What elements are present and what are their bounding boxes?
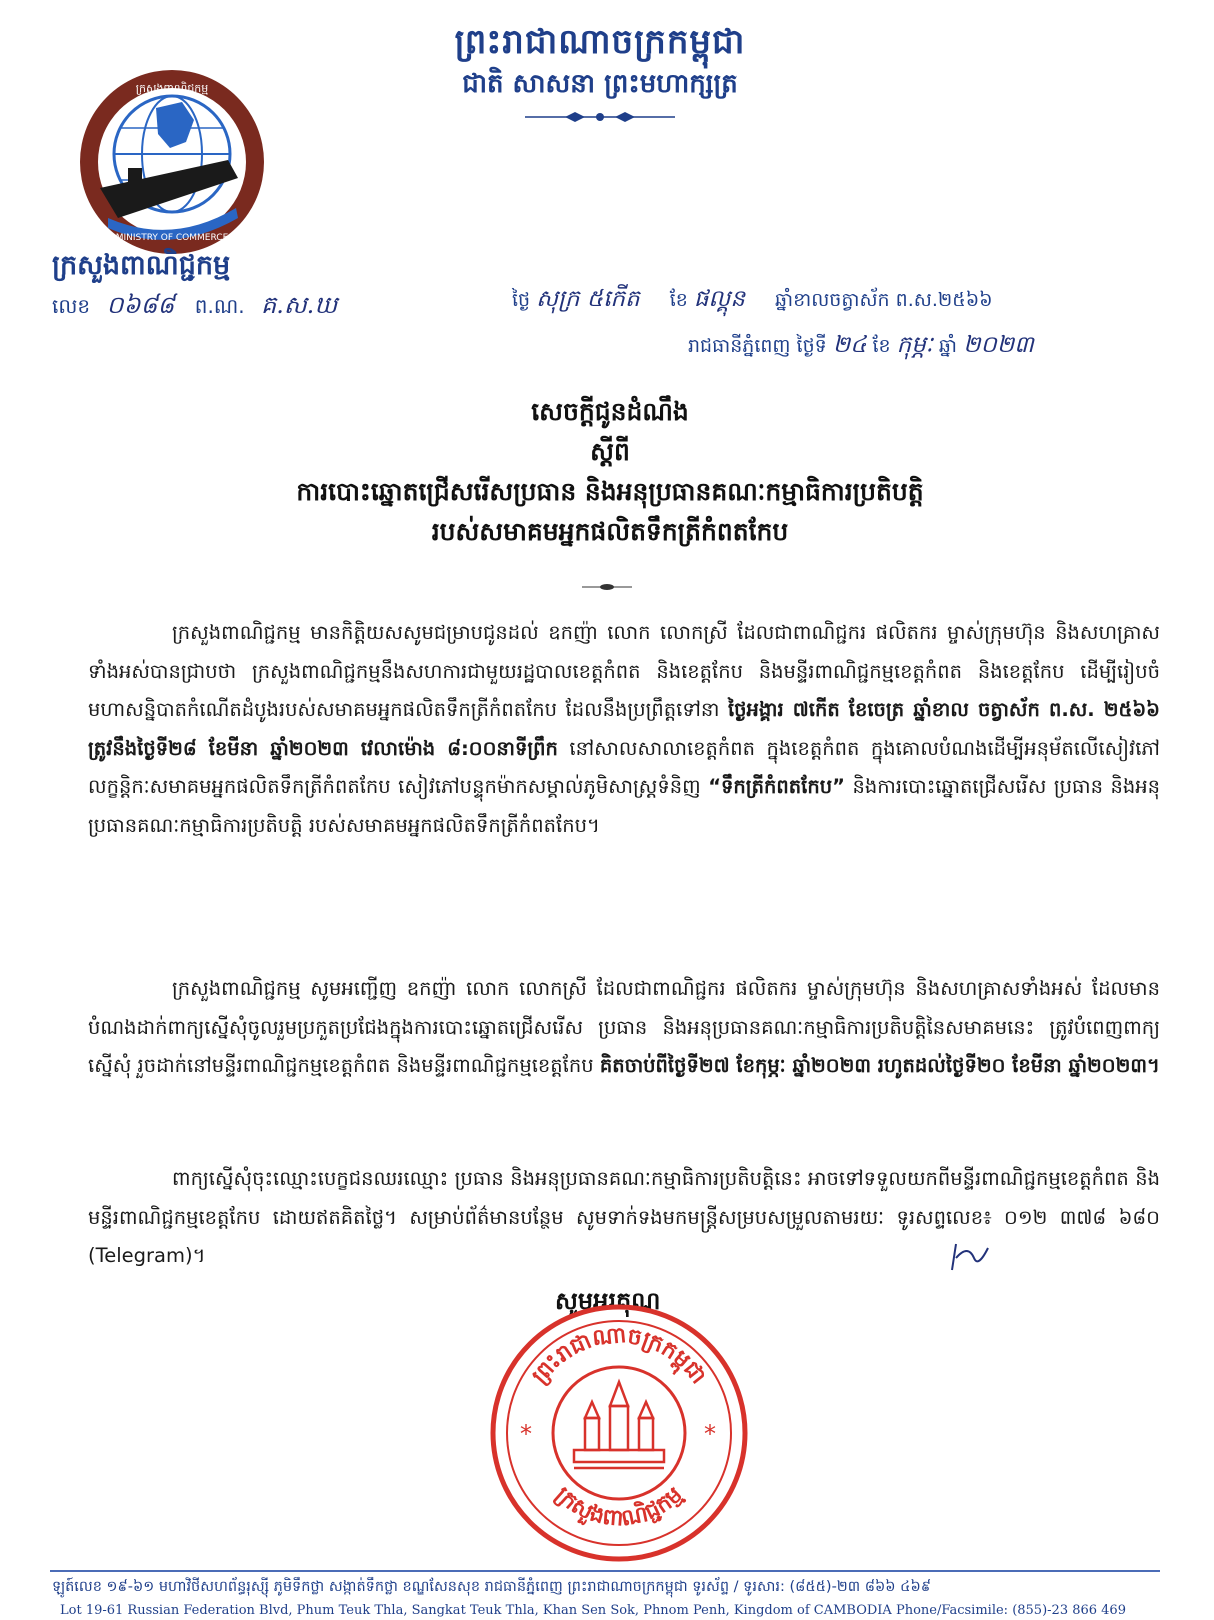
p2-text: ក្រសួងពាណិជ្ជកម្ម សូមអញ្ជើញ ឧកញ៉ា លោក លោកស្រី ដែលជាពាណិជ្ជករ ផលិតករ ម្ចាស់ក្រុមហ៊ុន និងសហគ្រាសទាំងអស់ ដែលមានបំណងដាក់ពាក្យស្នើសុំចូលរួមប្រកួតប្រជែងក្នុងការបោះឆ្នោតជ្រើសរើស ប្រធាន និងអនុប្រធានគណៈកម្មាធិការប្រតិបត្តិនៃសមាគមនេះ ត្រូវបំពេញពាក្យស្នើសុំ រួចដាក់នៅមន្ទីរពាណិជ្ជកម្មខេត្តកំពត និងមន្ទីរពាណិជ្ជកម្មខេត្តកែប <box>88 977 1160 1077</box>
lunar-day-label: ថ្ងៃ <box>512 289 531 311</box>
national-motto: ជាតិ សាសនា ព្រះមហាក្សត្រ <box>462 69 738 99</box>
reference-label: លេខ <box>52 294 91 318</box>
lunar-day: សុក្រ ៥កើត <box>536 286 640 312</box>
reference-number-value: ០៦៨៨ <box>106 291 175 319</box>
body-paragraph-1 <box>88 614 1160 845</box>
p1-bold-gi: “ទឹកត្រីកំពតកែប” <box>708 775 845 798</box>
p1-text-2: នៅសាលសាលាខេត្តកំពត ក្នុងខេត្តកំពត ក្នុងគោលបំណងដើម្បីអនុម័តលើសៀវភៅលក្ខន្តិកៈសមាគមអ្នកផលិតទឹកត្រីកំពតកែប សៀវភៅបន្ទុកម៉ាកសម្គាល់ភូមិសាស្ត្រទំនិញ <box>88 736 1160 798</box>
solar-year: ២០២៣ <box>963 332 1034 358</box>
reference-handwritten-code: គ.ស.ឃ <box>260 291 338 319</box>
lunar-month: ផល្គុន <box>693 286 745 312</box>
thanks-text: សូមអរគុណ <box>555 1287 661 1315</box>
svg-text:ក្រសួងពាណិជ្ជកម្ម <box>550 1482 687 1532</box>
seal-bottom-text: ក្រសួងពាណិជ្ជកម្ម <box>550 1482 688 1532</box>
solar-month-label: ខែ <box>872 335 891 357</box>
solar-date-line <box>688 330 1034 361</box>
ornament-divider-icon <box>525 110 675 124</box>
official-seal-icon <box>488 1302 750 1564</box>
title-line-4: របស់សមាគមអ្នកផលិតទឹកត្រីកំពតកែប <box>431 517 789 546</box>
kingdom-header <box>380 20 820 128</box>
seal-top-text: ព្រះរាជាណាចក្រកម្ពុជា <box>527 1322 711 1389</box>
handwritten-initials-icon <box>948 1240 994 1274</box>
logo-ring-text: ក្រសួងពាណិជ្ជកម្ម <box>135 82 209 95</box>
reference-number <box>52 290 351 321</box>
lunar-year: ឆ្នាំខាលចត្វាស័ក ព.ស.២៥៦៦ <box>775 289 993 311</box>
p1-bold-date: ថ្ងៃអង្គារ ៧កើត ខែចេត្រ ឆ្នាំខាល ចត្វាស័ក ព.ស. ២៥៦៦ ត្រូវនឹងថ្ងៃទី២៨ ខែមីនា ឆ្នាំ២០២៣ វេលាម៉ោង ៨:០០នាទីព្រឹក <box>88 698 1160 760</box>
place-label: រាជធានីភ្នំពេញ ថ្ងៃទី <box>688 335 827 357</box>
p1-text-1: ក្រសួងពាណិជ្ជកម្ម មានកិត្តិយសសូមជម្រាបជូនដល់ ឧកញ៉ា លោក លោកស្រី ដែលជាពាណិជ្ជករ ផលិតករ ម្ចាស់ក្រុមហ៊ុន និងសហគ្រាសទាំងអស់បានជ្រាបថា ក្រសួងពាណិជ្ជកម្មនឹងសហការជាមួយរដ្ឋបាលខេត្តកំពត និងខេត្តកែប និងមន្ទីរពាណិជ្ជកម្មខេត្តកំពត និងខេត្តកែប ដើម្បីរៀបចំមហាសន្និបាតកំណើតដំបូងរបស់សមាគមអ្នកផលិតទឹកត្រីកំពតកែប ដែលនឹងប្រព្រឹត្តទៅនា <box>88 621 1160 721</box>
footer-address-khmer: ឡូត៍លេខ ១៩-៦១ មហាវិថីសហព័ន្ធរុស្ស៊ី ភូមិទឹកថ្លា សង្កាត់ទឹកថ្លា ខណ្ឌសែនសុខ រាជធានីភ្នំពេញ ព្រះរាជាណាចក្រកម្ពុជា ទូរស័ព្ទ / ទូរសារ: (៨៥៥)-២៣ ៨៦៦ ៤៦៩ <box>52 1579 931 1595</box>
title-line-1: សេចក្តីជូនដំណឹង <box>531 397 689 426</box>
body-paragraph-2 <box>88 970 1160 1086</box>
ministry-name: ក្រសួងពាណិជ្ជកម្ម <box>52 250 231 281</box>
p3-text: ពាក្យស្នើសុំចុះឈ្មោះបេក្ខជនឈរឈ្មោះ ប្រធាន និងអនុប្រធានគណៈកម្មាធិការប្រតិបត្តិនេះ អាចទៅទទួលយកពីមន្ទីរពាណិជ្ជកម្មខេត្តកំពត និងមន្ទីរពាណិជ្ជកម្មខេត្តកែប ដោយឥតគិតថ្លៃ។ សម្រាប់ព័ត៌មានបន្ថែម សូមទាក់ទងមកមន្ត្រីសម្របសម្រួលតាមរយៈ ទូរសព្ទលេខ៖ ០១២ ៣៧៨ ៦៨០ (Telegram)។ <box>88 1167 1160 1267</box>
p2-bold-period: គិតចាប់ពីថ្ងៃទី២៧ ខែកុម្ភៈ ឆ្នាំ២០២៣ រហូតដល់ថ្ងៃទី២០ ខែមីនា ឆ្នាំ២០២៣។ <box>599 1054 1160 1077</box>
body-paragraph-3 <box>88 1160 1160 1276</box>
kingdom-name: ព្រះរាជាណាចក្រកម្ពុជា <box>454 22 746 62</box>
footer-divider <box>50 1570 1160 1572</box>
svg-text:*: * <box>520 1420 532 1448</box>
solar-day: ២៤ <box>832 332 867 358</box>
ministry-logo-icon <box>78 68 266 256</box>
svg-text:*: * <box>704 1420 716 1448</box>
title-separator-icon <box>582 582 632 592</box>
lunar-date-line <box>512 284 993 315</box>
p1-text-3: និងការបោះឆ្នោតជ្រើសរើស ប្រធាន និងអនុប្រធានគណៈកម្មាធិការប្រតិបត្តិ របស់សមាគមអ្នកផលិតទឹកត្រីកំពតកែប។ <box>88 775 1161 837</box>
solar-year-label: ឆ្នាំ <box>938 335 958 357</box>
reference-suffix: ព.ណ. <box>194 294 245 318</box>
notice-title <box>160 392 1060 552</box>
lunar-month-label: ខែ <box>669 289 688 311</box>
title-line-2: ស្តីពី <box>590 437 630 466</box>
logo-english-text: MINISTRY OF COMMERCE <box>115 233 229 243</box>
solar-month: កុម្ភៈ <box>896 332 933 358</box>
title-line-3: ការបោះឆ្នោតជ្រើសរើសប្រធាន និងអនុប្រធានគណៈកម្មាធិការប្រតិបត្តិ <box>296 477 924 506</box>
footer-address-english: Lot 19-61 Russian Federation Blvd, Phum Teuk Thla, Sangkat Teuk Thla, Khan Sen Sok, Phnom Penh, Kingdom of CAMBODIA Phone/Facsimile: (855)-23 866 469 <box>60 1603 1126 1618</box>
